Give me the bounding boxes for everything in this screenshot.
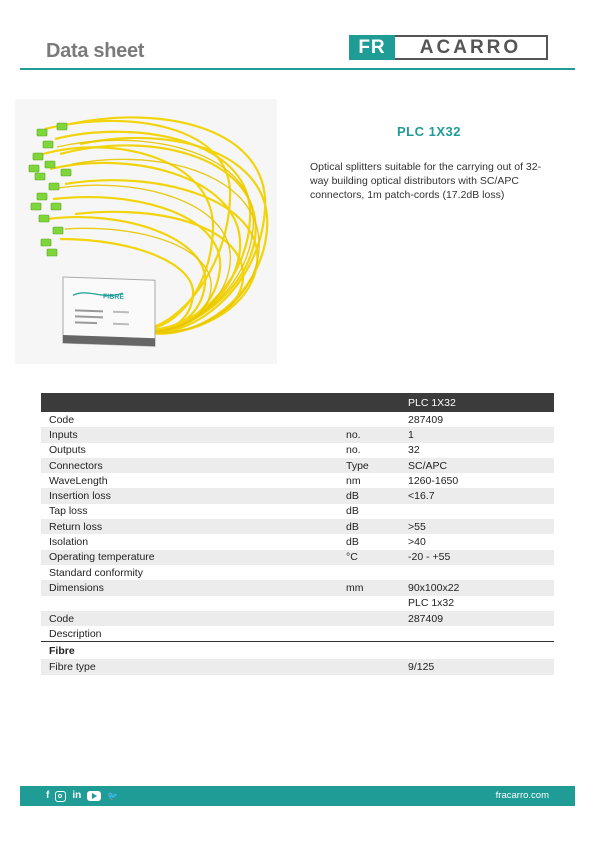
table-cell: >55: [400, 519, 554, 534]
header-divider: [20, 68, 575, 70]
table-row: [41, 443, 554, 458]
table-cell: Isolation: [49, 536, 89, 549]
table-cell: Dimensions: [41, 580, 338, 595]
table-cell: [338, 611, 400, 626]
logo-acarro: ACARRO: [395, 35, 548, 60]
table-cell: Return loss: [41, 519, 338, 534]
table-cell: no.: [338, 427, 400, 442]
table-row: [41, 626, 554, 642]
table-cell: SC/APC: [400, 458, 554, 473]
table-cell: WaveLength: [49, 474, 108, 487]
product-photo-svg: [15, 99, 277, 364]
spec-table-header: [41, 393, 554, 412]
twitter-icon[interactable]: 🐦: [107, 791, 119, 801]
table-cell: Connectors: [41, 458, 338, 473]
table-row: [41, 519, 554, 534]
table-cell: [338, 565, 400, 580]
table-cell: nm: [346, 474, 361, 487]
facebook-icon[interactable]: f: [46, 790, 50, 801]
table-row: [41, 412, 554, 427]
table-cell: [400, 565, 554, 580]
table-cell: 32: [408, 444, 420, 457]
linkedin-icon[interactable]: in: [72, 790, 82, 801]
table-cell: Insertion loss: [41, 488, 338, 503]
section-title: Fibre: [41, 642, 554, 660]
product-description: Optical splitters suitable for the carrying out of 32-way building optical distributors with SC/APC connectors, 1m patch-cords (17.2dB loss): [310, 161, 542, 201]
table-cell: Tap loss: [49, 505, 88, 518]
table-cell: [338, 659, 400, 674]
table-cell: PLC 1X32: [400, 393, 554, 412]
table-row: [41, 565, 554, 580]
table-row: [41, 473, 554, 488]
table-cell: 9/125: [400, 659, 554, 674]
table-row: [41, 611, 554, 626]
instagram-icon[interactable]: [55, 791, 66, 802]
table-cell: dB: [338, 519, 400, 534]
product-title: PLC 1X32: [397, 124, 461, 139]
table-cell: PLC 1x32: [408, 597, 455, 610]
table-cell: 1260-1650: [408, 474, 459, 487]
table-cell: dB: [346, 505, 359, 518]
table-row: [41, 458, 554, 473]
page-header-title: Data sheet: [46, 40, 145, 62]
table-cell: no.: [346, 444, 361, 457]
table-cell: dB: [338, 488, 400, 503]
table-cell: Description: [49, 627, 102, 640]
table-cell: dB: [346, 536, 359, 549]
table-cell: Code: [41, 611, 338, 626]
table-row: [41, 488, 554, 503]
table-cell: Outputs: [49, 444, 86, 457]
product-photo: [15, 99, 277, 364]
table-row: [41, 659, 554, 674]
social-links: [46, 790, 118, 802]
table-section-header: [41, 642, 554, 660]
table-cell: Code: [49, 413, 75, 426]
spec-table: [41, 393, 554, 675]
table-cell: [400, 504, 554, 519]
table-cell: Fibre type: [41, 659, 338, 674]
logo-fr: FR: [349, 35, 395, 60]
table-cell: Operating temperature: [41, 550, 338, 565]
table-cell: >40: [408, 536, 426, 549]
table-cell: [338, 626, 400, 642]
page-footer: [20, 786, 575, 806]
table-cell: [41, 393, 338, 412]
table-row: [41, 427, 554, 442]
table-cell: Inputs: [41, 427, 338, 442]
table-cell: °C: [338, 550, 400, 565]
table-cell: [400, 626, 554, 642]
table-cell: [338, 596, 400, 611]
table-cell: -20 - +55: [400, 550, 554, 565]
youtube-icon[interactable]: [87, 791, 101, 801]
table-cell: 90x100x22: [400, 580, 554, 595]
table-row: [41, 580, 554, 595]
table-row: [41, 534, 554, 549]
table-cell: [338, 393, 400, 412]
table-cell: Standard conformity: [49, 566, 143, 579]
table-cell: Type: [338, 458, 400, 473]
table-cell: <16.7: [400, 488, 554, 503]
table-row: [41, 596, 554, 611]
table-cell: 1: [400, 427, 554, 442]
fracarro-logo[interactable]: [349, 35, 548, 60]
table-cell: mm: [338, 580, 400, 595]
table-row: [41, 504, 554, 519]
website-link[interactable]: fracarro.com: [495, 790, 549, 801]
product-image-label: FIBRE: [103, 293, 124, 302]
table-cell: 287409: [408, 413, 444, 426]
table-cell: [338, 412, 400, 427]
table-cell: 287409: [400, 611, 554, 626]
table-cell: [41, 596, 338, 611]
table-row: [41, 550, 554, 565]
